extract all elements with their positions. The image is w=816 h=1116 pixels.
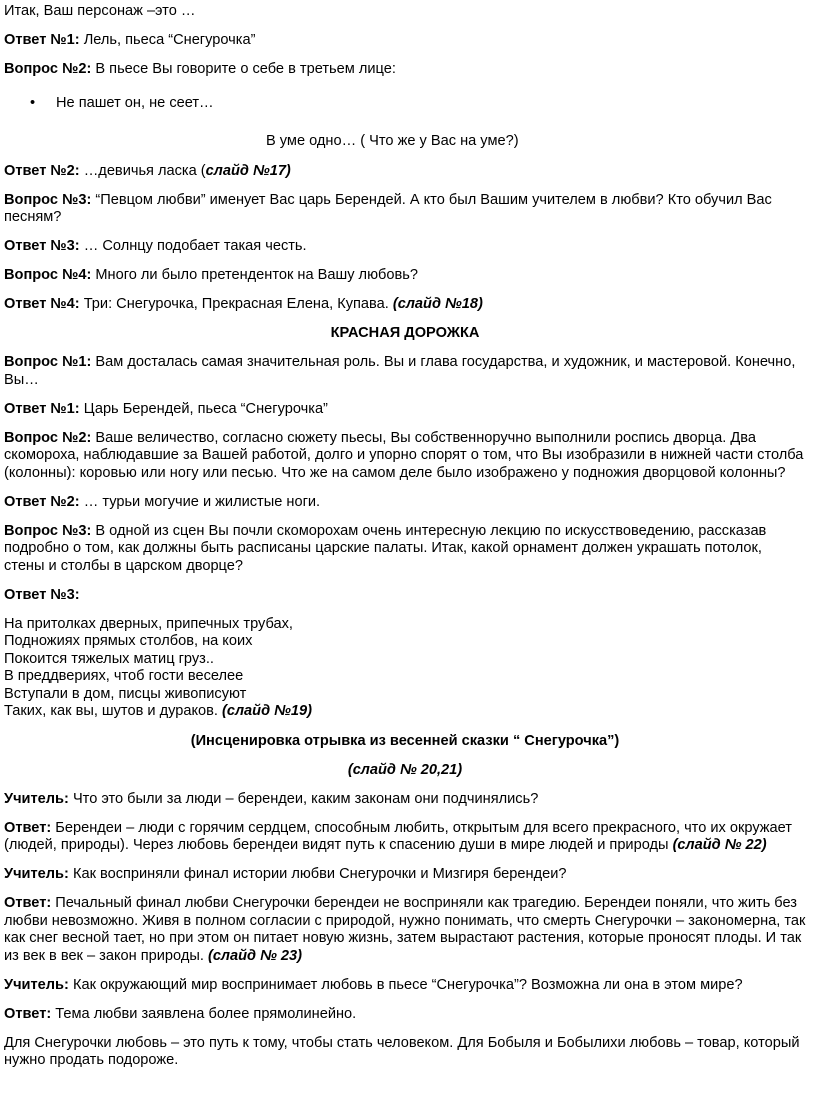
- teacher-label: Учитель:: [4, 866, 69, 882]
- staging-title-text: (Инсценировка отрывка из весенней сказки “ Снегурочка”): [190, 732, 620, 749]
- student-answer-3: [4, 1006, 806, 1024]
- answer-label: Ответ №2:: [4, 162, 80, 179]
- answer-3: [4, 238, 806, 256]
- answer-text: Лель, пьеса “Снегурочка”: [79, 32, 256, 48]
- answer-label: Ответ №3:: [4, 586, 80, 603]
- answer-label: Ответ №4:: [4, 296, 80, 312]
- teacher-text: Как окружающий мир воспринимает любовь в пьесе “Снегурочка”? Возможна ли она в этом мире?: [68, 976, 743, 993]
- red-question-3: [4, 523, 806, 576]
- answer-1: [4, 32, 806, 50]
- final-text: Для Снегурочки любовь – это путь к тому, чтобы стать человеком. Для Бобыля и Бобылихи любовь – товар, который нужно продать подороже.: [4, 1034, 800, 1068]
- question-4: [4, 267, 806, 285]
- section-title-text: КРАСНАЯ ДОРОЖКА: [330, 325, 480, 341]
- teacher-label: Учитель:: [4, 790, 69, 807]
- bullet-text: Не пашет он, не сеет…: [56, 94, 214, 111]
- answer-2: [4, 163, 806, 181]
- red-question-1: [4, 354, 806, 389]
- staging-title: [4, 733, 806, 751]
- answer-label: Ответ:: [4, 819, 52, 836]
- slide-ref: (слайд № 23): [207, 947, 302, 964]
- answer-text: Берендеи – люди с горячим сердцем, способным любить, открытым для всего прекрасного, что их окружает (людей, природы). Через любовь берендеи видят путь к спасению души в мире людей и природы: [4, 819, 792, 853]
- answer-text: Тема любви заявлена более прямолинейно.: [51, 1005, 357, 1022]
- student-answer-2: [4, 895, 806, 965]
- question-label: Вопрос №1:: [4, 354, 92, 370]
- slide-ref: (слайд №18): [392, 296, 483, 312]
- answer-text: Печальный финал любви Снегурочки берендеи не восприняли как трагедию. Берендеи поняли, что жить без любви невозможно. Живя в полном согласии с природой, нужно понимать, что смерть Снегурочки – закономерна, так как снег весной тает, но при этом он питает новую жизнь, затем вырастают растения, которые проносят плоды. И так из век в век – закон природы.: [4, 895, 806, 964]
- red-answer-1: [4, 401, 806, 419]
- poem-line: Вступали в дом, писцы живописуют: [4, 685, 247, 702]
- poem-line: [4, 703, 806, 721]
- answer-label: Ответ:: [4, 895, 52, 911]
- question-text: В одной из сцен Вы почли скоморохам очень интересную лекцию по искусствоведению, рассказав подробно о том, как должны быть расписаны царские палаты. Итак, какой орнамент должен украшать потолок, стены и столбы в царском дворце?: [4, 522, 767, 574]
- question-text: В пьесе Вы говорите о себе в третьем лице:: [91, 61, 396, 77]
- poem-text: Таких, как вы, шутов и дураков.: [4, 703, 222, 719]
- question-text: Вам досталась самая значительная роль. Вы и глава государства, и художник, и мастеровой. Конечно, Вы…: [4, 354, 796, 388]
- answer-label: Ответ №3:: [4, 238, 80, 254]
- question-label: Вопрос №4:: [4, 267, 92, 283]
- answer-label: Ответ №2:: [4, 493, 80, 510]
- question-label: Вопрос №2:: [4, 429, 92, 446]
- slide-ref: (слайд № 22): [672, 837, 767, 853]
- slide-ref: (слайд № 20,21): [347, 761, 463, 778]
- answer-text: Три: Снегурочка, Прекрасная Елена, Купава.: [79, 296, 393, 312]
- red-question-2: [4, 430, 806, 483]
- quote-line: [4, 133, 806, 151]
- question-label: Вопрос №3:: [4, 522, 92, 539]
- question-text: “Певцом любви” именует Вас царь Берендей. А кто был Вашим учителем в любви? Кто обучил Вас песням?: [4, 191, 772, 225]
- question-2: [4, 61, 806, 79]
- quote-text: В уме одно… ( Что же у Вас на уме?): [266, 133, 519, 149]
- poem-line: В преддвериях, чтоб гости веселее: [4, 668, 244, 684]
- bullet-item: [4, 95, 806, 113]
- teacher-question-3: [4, 977, 806, 995]
- teacher-label: Учитель:: [4, 976, 69, 993]
- question-text: Ваше величество, согласно сюжету пьесы, Вы собственноручно выполнили роспись дворца. Два скомороха, наблюдавшие за Вашей работой, долго и упорно спорят о том, что Вы изобразили в нижней части столба (колонны): коровью или ногу или песью. Что же на самом деле было изображено у подножия дворцовой колонны?: [4, 429, 804, 481]
- intro-line: [4, 3, 806, 21]
- poem-block: [4, 616, 806, 721]
- answer-text: Царь Берендей, пьеса “Снегурочка”: [79, 400, 328, 417]
- answer-text: … турьи могучие и жилистые ноги.: [79, 493, 321, 510]
- answer-label: Ответ №1:: [4, 400, 80, 417]
- bullet-icon: •: [30, 94, 36, 111]
- poem-line: Покоится тяжелых матиц груз..: [4, 650, 214, 667]
- red-answer-2: [4, 494, 806, 512]
- question-text: Много ли было претенденток на Вашу любовь?: [91, 267, 418, 283]
- question-label: Вопрос №3:: [4, 191, 92, 208]
- section-title: [4, 325, 806, 343]
- poem-line: На притолках дверных, припечных трубах,: [4, 615, 293, 632]
- answer-label: Ответ №1:: [4, 32, 80, 48]
- answer-label: Ответ:: [4, 1005, 52, 1022]
- staging-slide: [4, 762, 806, 780]
- answer-4: [4, 296, 806, 314]
- intro-text: Итак, Ваш персонаж –это …: [4, 3, 196, 19]
- teacher-text: Что это были за люди – берендеи, каким законам они подчинялись?: [68, 790, 539, 807]
- question-3: [4, 192, 806, 227]
- poem-line: Подножиях прямых столбов, на коих: [4, 633, 253, 649]
- red-answer-3: [4, 587, 806, 605]
- slide-ref: слайд №17): [205, 162, 291, 179]
- teacher-text: Как восприняли финал истории любви Снегурочки и Мизгиря берендеи?: [68, 866, 567, 882]
- question-label: Вопрос №2:: [4, 61, 92, 77]
- answer-text: … Солнцу подобает такая честь.: [79, 238, 307, 254]
- teacher-question-1: [4, 791, 806, 809]
- student-answer-1: [4, 820, 806, 855]
- answer-text: …девичья ласка (: [79, 162, 206, 179]
- final-paragraph: [4, 1035, 806, 1070]
- slide-ref: (слайд №19): [222, 703, 312, 719]
- teacher-question-2: [4, 866, 806, 884]
